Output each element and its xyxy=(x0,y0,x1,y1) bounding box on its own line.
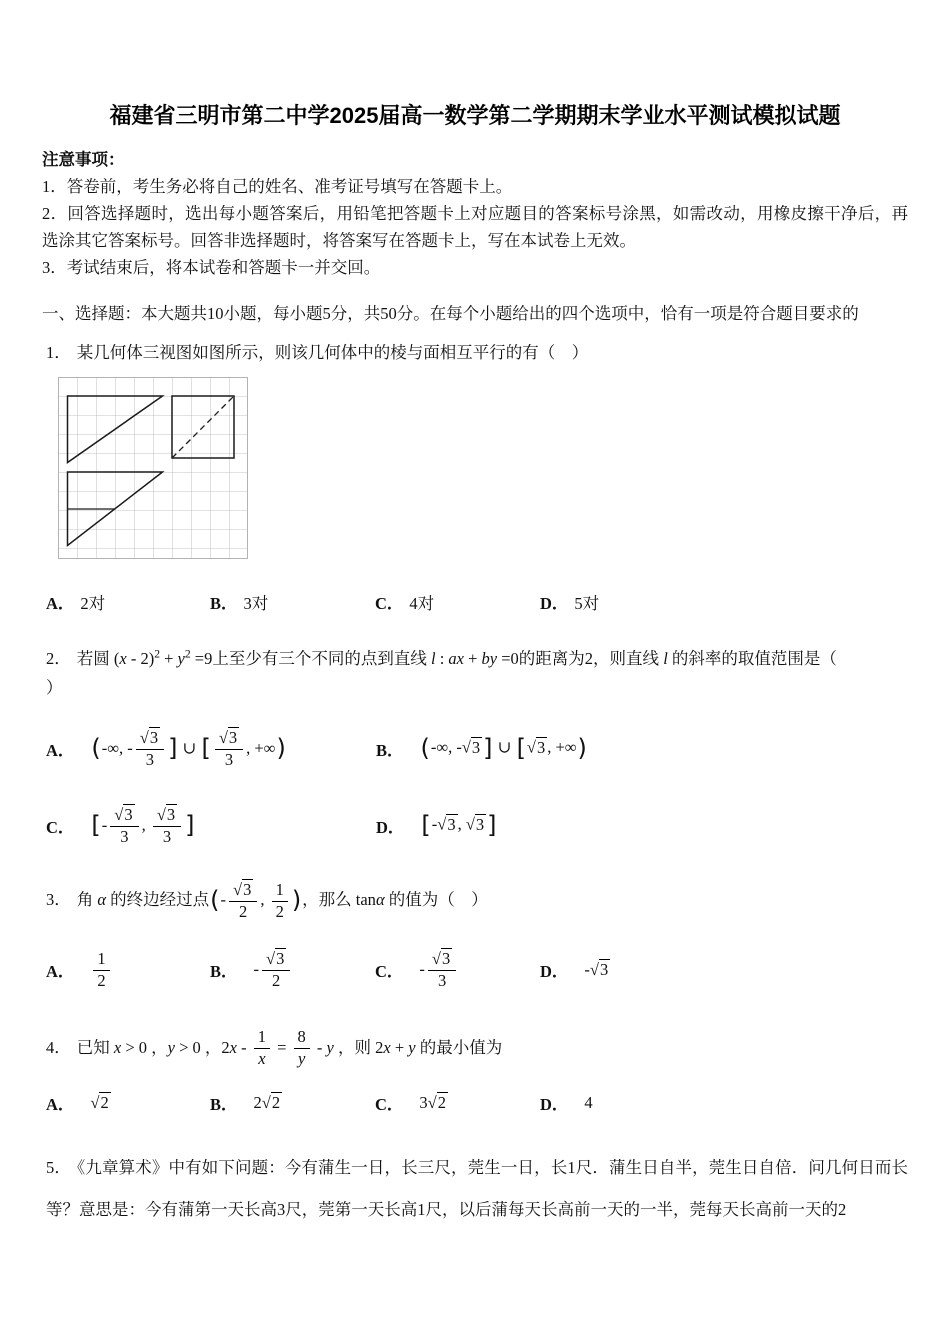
question-1-option-d xyxy=(540,590,908,614)
question-1-figure xyxy=(58,377,908,564)
option-b-value: 3对 xyxy=(243,594,269,614)
question-4-options xyxy=(46,1091,908,1115)
option-b-label: B． xyxy=(210,1095,238,1115)
question-1 xyxy=(42,339,908,615)
question-4-option-c xyxy=(375,1091,540,1115)
option-c-value: - $\frac{√3}{3}$ xyxy=(419,950,459,991)
notice-item-2: 2．回答选择题时，选出每小题答案后，用铅笔把答题卡上对应题目的答案标号涂黑，如需改动，用橡皮擦干净后，再选涂其它答案标号。回答非选择题时，将答案写在答题卡上，写在本试卷上无效。 xyxy=(42,203,908,250)
option-d-value: [-√3 , √3 ] xyxy=(421,811,497,840)
option-a-label: A． xyxy=(46,741,75,761)
question-2-stem: 若圆 $(x - 2)^2 + y^2 =9$上至少有三个不同的点到直线 l : ax + by =0的距离为2，则直线 l 的斜率的取值范围是（ ） xyxy=(46,648,837,697)
question-3-option-a xyxy=(46,950,210,991)
option-c-value: 3√2 xyxy=(419,1093,446,1113)
option-b-value: 2√2 xyxy=(253,1093,281,1113)
option-d-value: 4 xyxy=(584,1093,593,1113)
question-1-option-c xyxy=(375,590,540,614)
option-a-value: $\frac{1}{2}$ xyxy=(90,950,112,991)
question-2-option-b xyxy=(376,734,908,763)
question-3-options xyxy=(46,950,908,991)
question-4-number: 4． xyxy=(46,1037,71,1057)
question-1-number: 1． xyxy=(46,342,71,362)
question-3-stem-line xyxy=(46,881,908,922)
question-2 xyxy=(42,644,908,846)
option-a-label: A． xyxy=(46,594,75,614)
question-5 xyxy=(42,1147,908,1231)
question-4-stem: 已知 x > 0 ，y > 0 ，2x - $\frac{1}{x}$ = $\frac{8}{y}$ - y ，则 2x + y 的最小值为 xyxy=(76,1027,503,1069)
question-2-number: 2． xyxy=(46,648,71,668)
question-5-stem: 《九章算术》中有如下问题：今有蒲生一日，长三尺，莞生一日，长1尺．蒲生日自半，莞生日自倍．问几何日而长等？意思是：今有蒲第一天长高3尺，莞第一天长高1尺，以后蒲每天长高前一天的一半，莞每天长高前一天的2 xyxy=(46,1158,909,1220)
option-c-label: C． xyxy=(46,818,75,838)
option-b-value: (-∞, -√3 ] ∪ [√3 , +∞) xyxy=(420,734,587,763)
question-4-option-a xyxy=(46,1091,210,1115)
option-d-label: D． xyxy=(540,962,569,981)
question-1-option-a xyxy=(46,590,210,614)
option-d-label: D． xyxy=(376,818,405,838)
question-5-number: 5． xyxy=(46,1158,71,1178)
question-2-stem-line xyxy=(46,644,908,702)
question-2-option-d xyxy=(376,811,908,840)
option-a-label: A． xyxy=(46,962,75,981)
option-a-label: A． xyxy=(46,1095,75,1115)
question-2-options xyxy=(46,729,908,847)
option-c-label: C． xyxy=(375,1095,404,1115)
option-b-label: B． xyxy=(210,962,238,981)
option-d-label: D． xyxy=(540,1095,569,1115)
option-c-value: 4对 xyxy=(409,594,435,614)
question-1-stem: 某几何体三视图如图所示，则该几何体中的棱与面相互平行的有（ ） xyxy=(76,342,589,362)
option-c-label: C． xyxy=(375,594,404,614)
paper-title: 福建省三明市第二中学2025届高一数学第二学期期末学业水平测试模拟试题 xyxy=(109,103,841,128)
three-view-diagram xyxy=(58,377,248,559)
option-d-label: D． xyxy=(540,594,569,614)
option-a-value: 2对 xyxy=(80,594,106,614)
notice-section xyxy=(42,146,908,281)
question-4-option-d xyxy=(540,1091,908,1115)
option-a-value: (-∞, - $\frac{√3}{3}$ ] ∪ [ $\frac{√3}{3}$ , +∞) xyxy=(91,727,286,769)
option-c-value: [- $\frac{√3}{3}$ , $\frac{√3}{3}$ ] xyxy=(91,804,195,846)
question-1-options xyxy=(46,590,908,614)
question-2-option-a xyxy=(46,729,376,770)
question-4 xyxy=(42,1028,908,1115)
option-d-value: -√3 xyxy=(584,960,609,979)
question-2-option-c xyxy=(46,806,376,847)
question-3-option-b xyxy=(210,950,375,991)
question-3-stem: 角 α 的终边经过点(- $\frac{√3}{2}$ , $\frac{1}{2}$ )，那么 tanα 的值为（ ） xyxy=(76,879,488,921)
option-b-value: - $\frac{√3}{2}$ xyxy=(254,950,294,991)
question-3 xyxy=(42,881,908,991)
question-3-number: 3． xyxy=(46,889,71,909)
option-c-label: C． xyxy=(375,962,404,981)
question-3-option-d xyxy=(540,958,908,982)
question-5-stem-line xyxy=(46,1147,908,1231)
section1-heading: 一、选择题：本大题共10小题，每小题5分，共50分。在每个小题给出的四个选项中，恰有一项是符合题目要求的 xyxy=(42,303,859,323)
option-b-label: B． xyxy=(210,594,238,614)
notice-heading: 注意事项： xyxy=(42,149,125,169)
question-1-stem-line xyxy=(46,339,908,368)
option-d-value: 5对 xyxy=(574,594,600,614)
question-1-option-b xyxy=(210,590,375,614)
question-4-option-b xyxy=(210,1091,375,1115)
notice-item-1: 1．答卷前，考生务必将自己的姓名、准考证号填写在答题卡上。 xyxy=(42,176,513,196)
notice-item-3: 3．考试结束后，将本试卷和答题卡一并交回。 xyxy=(42,257,381,277)
option-a-value: √2 xyxy=(90,1093,109,1113)
option-b-label: B． xyxy=(376,741,404,761)
question-4-stem-line xyxy=(46,1028,908,1069)
question-3-option-c xyxy=(375,950,540,991)
